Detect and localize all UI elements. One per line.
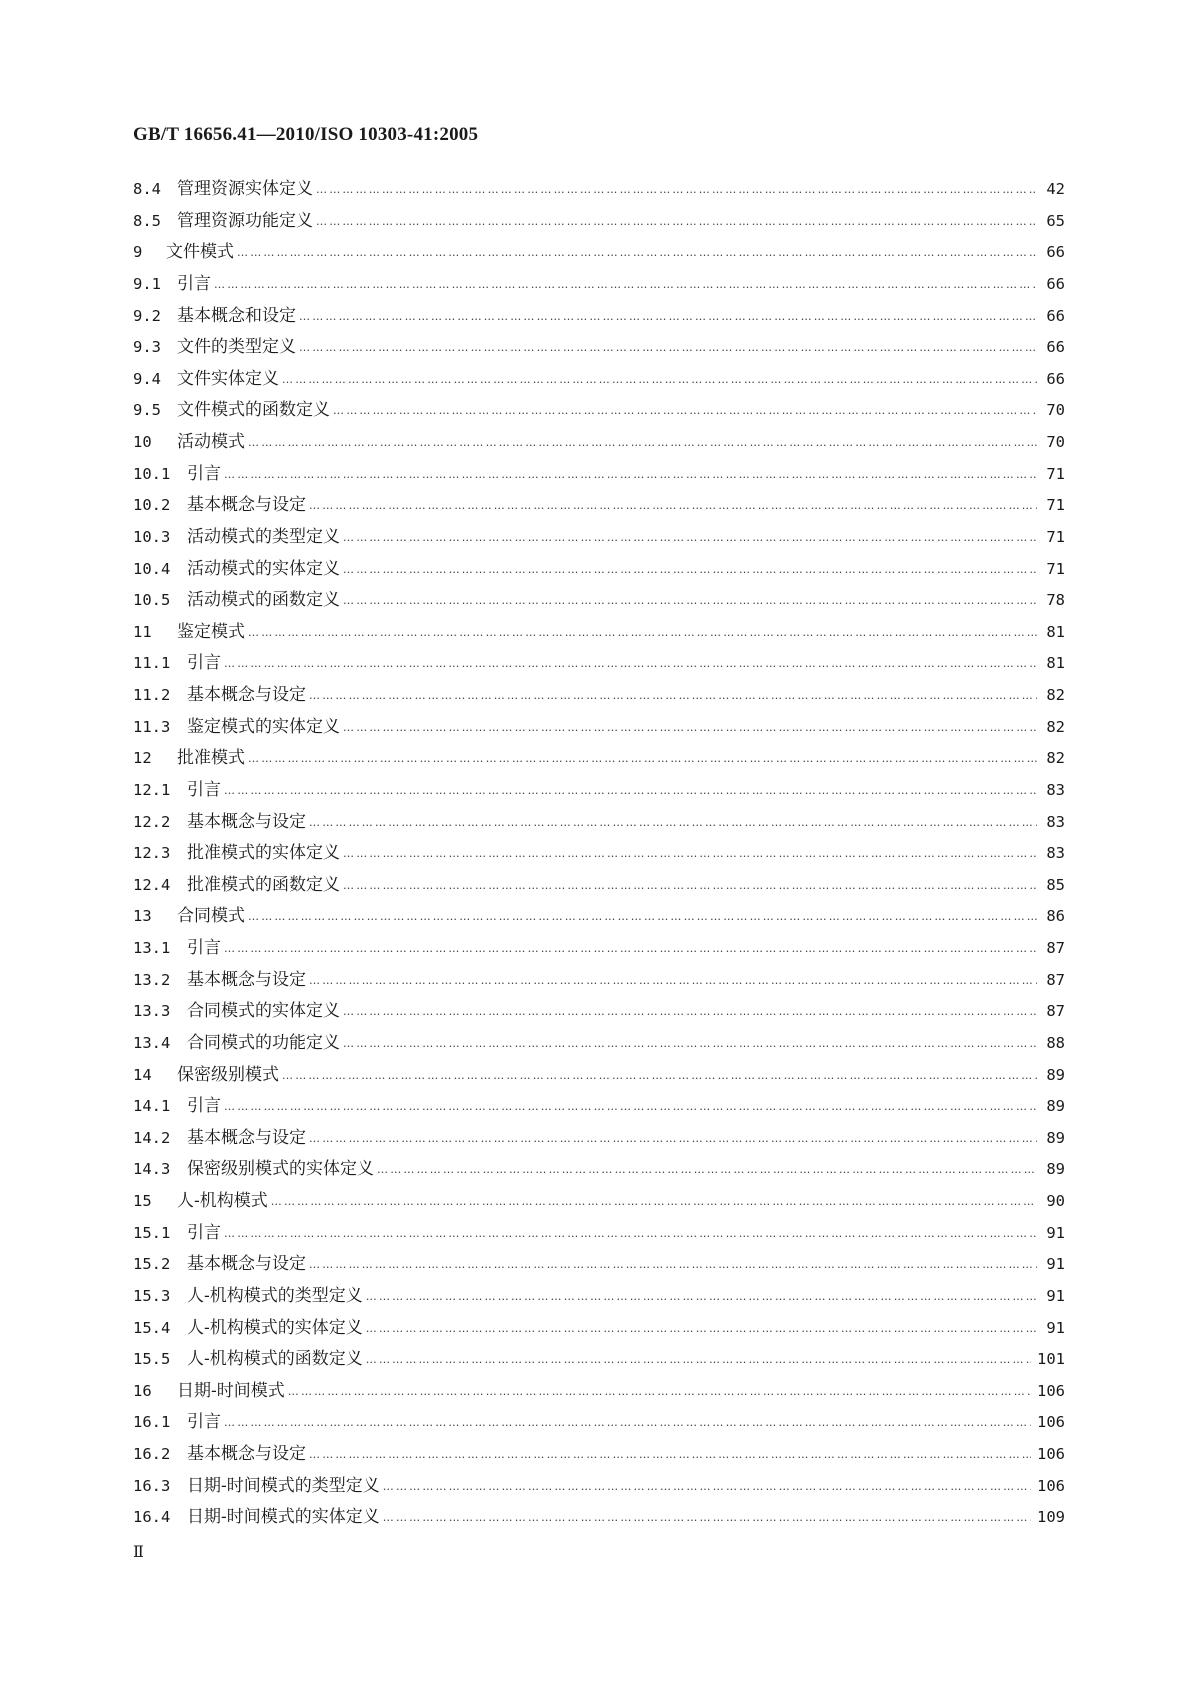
toc-entry-page: 109: [1037, 1508, 1065, 1527]
toc-entry-number: 12.4: [133, 875, 171, 894]
toc-entry-title: 活动模式: [177, 432, 245, 452]
toc-entry-title: 引言: [187, 463, 221, 484]
toc-entry[interactable]: [133, 1065, 1065, 1097]
toc-entry-page: 70: [1046, 401, 1065, 420]
toc-entry-page: 81: [1046, 622, 1065, 641]
toc-entry[interactable]: [133, 400, 1065, 432]
toc-entry[interactable]: [133, 179, 1065, 211]
toc-entry-number: 13.1: [133, 939, 171, 957]
toc-entry-page: 89: [1046, 1097, 1065, 1116]
toc-entry-number: 11.2: [133, 686, 171, 704]
toc-entry-number: 14.2: [133, 1128, 171, 1147]
toc-leader-dots: [299, 306, 1037, 327]
toc-leader-dots: [248, 622, 1037, 643]
toc-leader-dots: [309, 495, 1037, 516]
toc-entry-number: 11: [133, 622, 152, 641]
toc-entry-title: 基本概念与设定: [187, 811, 306, 832]
toc-entry-number: 9: [133, 243, 143, 262]
toc-entry[interactable]: [133, 875, 1065, 907]
toc-leader-dots: [343, 875, 1037, 896]
toc-entry-title: 合同模式: [177, 906, 245, 927]
toc-entry-number: 10.3: [133, 527, 171, 546]
toc-entry-page: 78: [1046, 591, 1065, 610]
toc-entry-title: 活动模式的函数定义: [187, 590, 340, 611]
toc-leader-dots: [343, 590, 1037, 611]
toc-entry-number: 12.1: [133, 780, 171, 799]
toc-entry-title: 人-机构模式: [177, 1191, 268, 1211]
toc-entry-number: 9.3: [133, 338, 161, 357]
toc-entry-number: 9.2: [133, 306, 161, 325]
toc-entry-number: 10.4: [133, 559, 171, 578]
toc-entry-number: 10: [133, 433, 152, 451]
toc-entry[interactable]: [133, 812, 1065, 844]
toc-entry[interactable]: [133, 622, 1065, 654]
toc-entry[interactable]: [133, 685, 1065, 717]
toc-entry[interactable]: [133, 780, 1065, 812]
toc-entry-number: 10.5: [133, 591, 171, 610]
toc-entry-page: 101: [1037, 1350, 1065, 1369]
toc-leader-dots: [224, 780, 1037, 801]
toc-leader-dots: [316, 211, 1037, 232]
toc-entry-page: 65: [1046, 211, 1065, 230]
toc-leader-dots: [343, 843, 1037, 864]
toc-entry-page: 83: [1046, 812, 1065, 831]
toc-leader-dots: [309, 1254, 1037, 1275]
toc-entry-number: 9.4: [133, 369, 161, 388]
toc-entry-title: 文件实体定义: [177, 368, 279, 389]
toc-entry-page: 91: [1046, 1318, 1065, 1337]
toc-entry[interactable]: [133, 1159, 1065, 1191]
toc-leader-dots: [366, 1318, 1037, 1339]
toc-entry-number: 14: [133, 1065, 152, 1084]
toc-entry-page: 70: [1046, 433, 1065, 451]
toc-entry[interactable]: [133, 1412, 1065, 1444]
toc-entry-title: 引言: [187, 653, 221, 674]
toc-entry-title: 基本概念与设定: [187, 495, 306, 516]
toc-entry-number: 15.5: [133, 1350, 171, 1369]
toc-entry[interactable]: [133, 306, 1065, 338]
toc-entry-title: 引言: [187, 938, 221, 958]
toc-entry-title: 人-机构模式的函数定义: [187, 1349, 363, 1370]
toc-leader-dots: [343, 1001, 1037, 1022]
toc-leader-dots: [224, 938, 1037, 959]
toc-entry[interactable]: [133, 242, 1065, 274]
toc-entry-page: 71: [1046, 496, 1065, 515]
toc-entry[interactable]: [133, 1507, 1065, 1539]
toc-entry-page: 83: [1046, 780, 1065, 799]
toc-entry-page: 42: [1046, 180, 1065, 198]
toc-leader-dots: [248, 432, 1037, 453]
toc-leader-dots: [214, 274, 1037, 295]
toc-entry-title: 批准模式: [177, 748, 245, 769]
toc-entry-title: 活动模式的实体定义: [187, 558, 340, 579]
toc-entry-title: 日期-时间模式的类型定义: [187, 1475, 380, 1496]
toc-entry-title: 基本概念和设定: [177, 305, 296, 326]
toc-leader-dots: [309, 1444, 1031, 1465]
toc-entry-page: 71: [1046, 527, 1065, 546]
toc-entry-number: 13: [133, 907, 152, 926]
toc-entry[interactable]: [133, 1444, 1065, 1476]
toc-entry-title: 管理资源功能定义: [177, 210, 313, 231]
toc-entry-number: 15.2: [133, 1255, 171, 1274]
toc-entry[interactable]: [133, 1286, 1065, 1318]
toc-entry-title: 文件模式的函数定义: [177, 400, 330, 421]
toc-entry-page: 106: [1037, 1476, 1065, 1495]
toc-entry-number: 13.2: [133, 970, 171, 989]
toc-entry-number: 13.3: [133, 1002, 171, 1021]
toc-entry-title: 引言: [177, 273, 211, 294]
toc-leader-dots: [299, 337, 1037, 358]
toc-entry-number: 10.1: [133, 464, 171, 483]
toc-entry-page: 82: [1046, 717, 1065, 736]
toc-entry-number: 11.3: [133, 717, 171, 736]
toc-leader-dots: [383, 1476, 1031, 1497]
toc-leader-dots: [224, 653, 1037, 674]
toc-entry-number: 12.3: [133, 844, 171, 863]
toc-entry[interactable]: [133, 1318, 1065, 1350]
toc-entry-number: 16.2: [133, 1445, 171, 1463]
toc-leader-dots: [309, 1128, 1037, 1149]
toc-entry-number: 12.2: [133, 812, 171, 831]
toc-entry[interactable]: [133, 1476, 1065, 1508]
toc-leader-dots: [309, 685, 1037, 706]
toc-entry-page: 106: [1037, 1413, 1065, 1432]
toc-entry-title: 文件模式: [166, 242, 234, 263]
toc-entry-number: 13.4: [133, 1033, 171, 1052]
toc-entry-page: 66: [1046, 338, 1065, 357]
toc-leader-dots: [343, 559, 1037, 580]
toc-entry-title: 鉴定模式: [177, 621, 245, 642]
toc-entry[interactable]: [133, 1191, 1065, 1223]
toc-entry-page: 66: [1046, 306, 1065, 325]
toc-entry-title: 人-机构模式的类型定义: [187, 1285, 363, 1306]
toc-entry-number: 15: [133, 1192, 152, 1210]
toc-entry-number: 14.3: [133, 1160, 171, 1179]
toc-entry-title: 人-机构模式的实体定义: [187, 1317, 363, 1338]
toc-entry-page: 87: [1046, 1002, 1065, 1021]
toc-entry-title: 基本概念与设定: [187, 685, 306, 705]
toc-entry-page: 106: [1037, 1445, 1065, 1463]
toc-entry-title: 批准模式的实体定义: [187, 843, 340, 864]
toc-entry-number: 16.1: [133, 1413, 171, 1432]
toc-leader-dots: [248, 748, 1037, 769]
toc-entry[interactable]: [133, 843, 1065, 875]
toc-entry-title: 保密级别模式: [177, 1064, 279, 1085]
toc-entry-page: 81: [1046, 654, 1065, 673]
toc-entry[interactable]: [133, 1349, 1065, 1381]
toc-entry-page: 91: [1046, 1255, 1065, 1274]
toc-entry-title: 基本概念与设定: [187, 969, 306, 990]
toc-entry-number: 11.1: [133, 654, 171, 673]
toc-entry-page: 87: [1046, 939, 1065, 957]
toc-entry-title: 基本概念与设定: [187, 1254, 306, 1275]
toc-leader-dots: [224, 1223, 1037, 1244]
table-of-contents: [133, 179, 1065, 1539]
toc-leader-dots: [237, 242, 1037, 263]
toc-entry-number: 8.4: [133, 180, 161, 198]
toc-entry-page: 91: [1046, 1286, 1065, 1305]
toc-entry-page: 90: [1046, 1192, 1065, 1210]
toc-leader-dots: [343, 1033, 1037, 1054]
toc-entry[interactable]: [133, 748, 1065, 780]
toc-leader-dots: [309, 812, 1037, 833]
toc-leader-dots: [224, 1412, 1031, 1433]
toc-entry-page: 88: [1046, 1033, 1065, 1052]
toc-entry-page: 83: [1046, 844, 1065, 863]
toc-entry-title: 日期-时间模式的实体定义: [187, 1507, 380, 1528]
toc-entry-number: 15.3: [133, 1286, 171, 1305]
toc-leader-dots: [333, 400, 1037, 421]
toc-entry[interactable]: [133, 1223, 1065, 1255]
toc-leader-dots: [271, 1191, 1037, 1212]
toc-entry-page: 71: [1046, 464, 1065, 483]
toc-entry-number: 14.1: [133, 1097, 171, 1116]
toc-entry-page: 71: [1046, 559, 1065, 578]
toc-entry-title: 批准模式的函数定义: [187, 874, 340, 895]
toc-entry-title: 文件的类型定义: [177, 337, 296, 358]
toc-entry-title: 基本概念与设定: [187, 1444, 306, 1464]
toc-entry-title: 管理资源实体定义: [177, 179, 313, 199]
toc-entry-page: 85: [1046, 875, 1065, 894]
toc-entry-title: 合同模式的实体定义: [187, 1001, 340, 1022]
toc-entry-number: 16: [133, 1381, 152, 1400]
toc-entry-page: 89: [1046, 1160, 1065, 1179]
toc-entry-page: 82: [1046, 749, 1065, 768]
toc-leader-dots: [377, 1159, 1037, 1180]
toc-entry-title: 基本概念与设定: [187, 1127, 306, 1148]
toc-leader-dots: [343, 717, 1037, 738]
toc-leader-dots: [282, 369, 1037, 390]
toc-entry-title: 活动模式的类型定义: [187, 526, 340, 547]
toc-entry-number: 9.1: [133, 274, 161, 293]
toc-entry[interactable]: [133, 432, 1065, 464]
page-number-roman: Ⅱ: [133, 1544, 144, 1561]
toc-entry[interactable]: [133, 590, 1065, 622]
toc-entry[interactable]: [133, 274, 1065, 306]
toc-entry-page: 66: [1046, 274, 1065, 293]
toc-entry-page: 91: [1046, 1223, 1065, 1242]
toc-entry[interactable]: [133, 1096, 1065, 1128]
toc-entry-page: 89: [1046, 1065, 1065, 1084]
toc-leader-dots: [309, 970, 1037, 991]
toc-leader-dots: [366, 1286, 1037, 1307]
toc-leader-dots: [282, 1065, 1037, 1086]
toc-entry[interactable]: [133, 369, 1065, 401]
toc-entry-page: 66: [1046, 369, 1065, 388]
toc-entry-number: 16.3: [133, 1476, 171, 1495]
toc-leader-dots: [343, 527, 1037, 548]
toc-entry-page: 66: [1046, 243, 1065, 262]
toc-entry[interactable]: [133, 464, 1065, 496]
toc-leader-dots: [224, 1096, 1037, 1117]
document-header: GB/T 16656.41—2010/ISO 10303-41:2005: [133, 124, 479, 145]
toc-entry-number: 16.4: [133, 1508, 171, 1527]
toc-entry[interactable]: [133, 211, 1065, 243]
toc-entry[interactable]: [133, 906, 1065, 938]
toc-entry-page: 86: [1046, 907, 1065, 926]
toc-entry-title: 引言: [187, 779, 221, 800]
toc-entry[interactable]: [133, 938, 1065, 970]
toc-leader-dots: [383, 1507, 1031, 1528]
toc-entry[interactable]: [133, 653, 1065, 685]
toc-entry-title: 引言: [187, 1412, 221, 1433]
toc-entry-title: 保密级别模式的实体定义: [187, 1159, 374, 1180]
toc-entry-title: 鉴定模式的实体定义: [187, 716, 340, 737]
toc-entry-number: 10.2: [133, 496, 171, 515]
toc-entry-page: 87: [1046, 970, 1065, 989]
toc-entry[interactable]: [133, 559, 1065, 591]
toc-entry-title: 引言: [187, 1222, 221, 1243]
toc-entry[interactable]: [133, 1033, 1065, 1065]
toc-leader-dots: [288, 1381, 1031, 1402]
toc-entry[interactable]: [133, 1254, 1065, 1286]
toc-entry[interactable]: [133, 337, 1065, 369]
toc-entry-number: 12: [133, 749, 152, 768]
toc-entry-page: 106: [1037, 1381, 1065, 1400]
toc-entry[interactable]: [133, 717, 1065, 749]
toc-leader-dots: [366, 1349, 1031, 1370]
toc-entry-number: 15.4: [133, 1318, 171, 1337]
toc-entry-number: 9.5: [133, 401, 161, 420]
toc-entry-title: 引言: [187, 1096, 221, 1117]
toc-entry[interactable]: [133, 1128, 1065, 1160]
toc-entry-number: 8.5: [133, 211, 161, 230]
toc-entry[interactable]: [133, 1001, 1065, 1033]
toc-entry-number: 15.1: [133, 1223, 171, 1242]
toc-entry[interactable]: [133, 527, 1065, 559]
toc-leader-dots: [248, 906, 1037, 927]
toc-entry-page: 82: [1046, 686, 1065, 704]
toc-entry-title: 日期-时间模式: [177, 1380, 285, 1401]
toc-entry[interactable]: [133, 970, 1065, 1002]
toc-leader-dots: [316, 179, 1037, 200]
toc-entry[interactable]: [133, 1381, 1065, 1413]
toc-leader-dots: [224, 464, 1037, 485]
toc-entry-title: 合同模式的功能定义: [187, 1032, 340, 1053]
toc-entry[interactable]: [133, 495, 1065, 527]
toc-entry-page: 89: [1046, 1128, 1065, 1147]
